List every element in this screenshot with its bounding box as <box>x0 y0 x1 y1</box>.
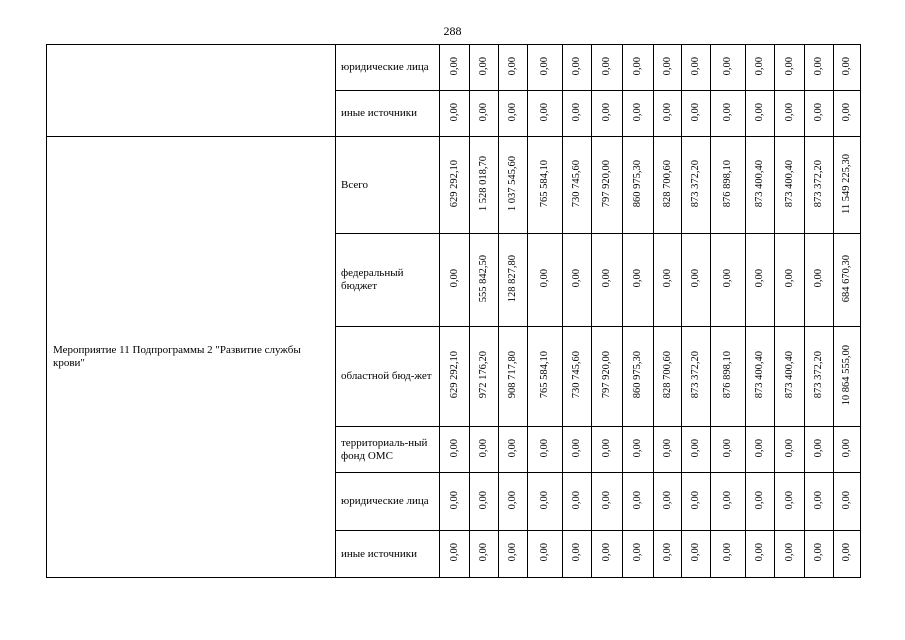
value-text: 873 372,20 <box>813 159 824 208</box>
value-cell <box>775 137 805 234</box>
value-cell <box>528 531 563 578</box>
value-text: 0,00 <box>601 438 612 458</box>
value-cell <box>592 45 623 91</box>
value-cell <box>528 234 563 327</box>
value-cell <box>834 91 861 137</box>
value-cell <box>654 473 682 531</box>
funding-source-label: иные источники <box>336 91 440 137</box>
budget-table <box>46 44 861 578</box>
funding-source-label: областной бюд-жет <box>336 327 440 427</box>
value-cell <box>563 45 592 91</box>
value-text: 0,00 <box>539 102 550 122</box>
value-cell <box>563 531 592 578</box>
value-cell <box>834 45 861 91</box>
value-text: 0,00 <box>507 438 518 458</box>
value-cell <box>440 327 470 427</box>
value-cell <box>440 137 470 234</box>
value-text: 0,00 <box>722 543 733 562</box>
value-text: 0,00 <box>539 438 550 458</box>
value-cell <box>470 327 499 427</box>
value-text: 0,00 <box>661 269 673 288</box>
value-cell <box>528 473 563 531</box>
value-text: 1 528 018,70 <box>478 155 489 212</box>
value-cell <box>711 137 746 234</box>
value-cell <box>711 91 746 137</box>
value-cell <box>775 531 805 578</box>
measure-cell-empty <box>47 45 336 137</box>
value-cell <box>746 234 775 327</box>
value-text: 0,00 <box>632 438 643 458</box>
value-cell <box>499 137 528 234</box>
value-text: 0,00 <box>571 102 582 122</box>
value-text: 0,00 <box>571 56 582 76</box>
value-text: 0,00 <box>754 490 765 510</box>
value-text: 797 920,00 <box>601 159 612 208</box>
value-text: 0,00 <box>507 490 518 510</box>
value-cell <box>746 473 775 531</box>
funding-source-label: территориаль-ный фонд ОМС <box>336 427 440 473</box>
value-text: 0,00 <box>448 438 460 458</box>
value-text: 0,00 <box>539 490 550 510</box>
value-cell <box>592 137 623 234</box>
value-cell <box>805 473 834 531</box>
value-text: 797 920,00 <box>601 351 612 399</box>
value-text: 0,00 <box>754 543 765 562</box>
value-cell <box>746 91 775 137</box>
value-text: 0,00 <box>690 102 701 122</box>
value-text: 0,00 <box>690 56 701 76</box>
value-cell <box>746 531 775 578</box>
value-cell <box>834 531 861 578</box>
value-text: 873 372,20 <box>690 351 701 399</box>
value-cell <box>682 327 711 427</box>
value-text: 0,00 <box>783 102 795 122</box>
value-cell <box>746 45 775 91</box>
value-text: 0,00 <box>507 543 518 562</box>
value-text: 873 400,40 <box>754 159 765 208</box>
value-cell <box>499 473 528 531</box>
value-cell <box>592 473 623 531</box>
value-cell <box>623 45 654 91</box>
value-text: 555 842,50 <box>478 254 489 303</box>
value-cell <box>805 234 834 327</box>
value-text: 0,00 <box>813 102 824 122</box>
value-cell <box>746 327 775 427</box>
value-cell <box>654 137 682 234</box>
value-cell <box>592 531 623 578</box>
value-text: 0,00 <box>690 490 701 510</box>
value-text: 0,00 <box>754 438 765 458</box>
funding-source-label: иные источники <box>336 531 440 578</box>
value-text: 873 400,40 <box>754 351 765 399</box>
value-cell <box>775 473 805 531</box>
value-cell <box>563 234 592 327</box>
value-cell <box>775 234 805 327</box>
value-text: 0,00 <box>507 56 518 76</box>
value-text: 876 898,10 <box>722 159 733 208</box>
value-text: 0,00 <box>632 56 643 76</box>
value-text: 0,00 <box>632 543 643 562</box>
value-text: 629 292,10 <box>448 159 460 208</box>
value-cell <box>682 137 711 234</box>
funding-source-label: юридические лица <box>336 45 440 91</box>
value-cell <box>775 91 805 137</box>
value-text: 0,00 <box>841 438 852 458</box>
value-text: 0,00 <box>841 56 852 76</box>
value-text: 684 670,30 <box>841 254 852 303</box>
table-row <box>47 137 861 234</box>
value-text: 730 745,60 <box>571 159 582 208</box>
value-cell <box>470 91 499 137</box>
value-text: 0,00 <box>722 490 733 510</box>
value-cell <box>682 473 711 531</box>
value-text: 0,00 <box>722 269 733 288</box>
value-text: 908 717,80 <box>507 351 518 399</box>
value-text: 0,00 <box>841 102 852 122</box>
value-text: 828 700,60 <box>661 351 673 399</box>
value-cell <box>834 473 861 531</box>
value-text: 0,00 <box>448 102 460 122</box>
value-text: 873 372,20 <box>813 351 824 399</box>
value-text: 0,00 <box>448 269 460 288</box>
value-cell <box>682 91 711 137</box>
value-cell <box>499 531 528 578</box>
value-text: 0,00 <box>813 56 824 76</box>
value-cell <box>499 327 528 427</box>
value-cell <box>563 91 592 137</box>
value-cell <box>805 427 834 473</box>
value-cell <box>440 531 470 578</box>
value-text: 0,00 <box>690 438 701 458</box>
value-text: 972 176,20 <box>478 351 489 399</box>
value-cell <box>711 531 746 578</box>
value-cell <box>499 91 528 137</box>
value-cell <box>654 531 682 578</box>
value-text: 0,00 <box>539 543 550 562</box>
value-text: 0,00 <box>478 56 489 76</box>
value-cell <box>711 327 746 427</box>
value-cell <box>528 327 563 427</box>
value-text: 0,00 <box>571 543 582 562</box>
value-cell <box>592 91 623 137</box>
value-cell <box>528 45 563 91</box>
value-text: 0,00 <box>478 490 489 510</box>
value-text: 629 292,10 <box>448 351 460 399</box>
value-cell <box>440 427 470 473</box>
funding-source-label: юридические лица <box>336 473 440 531</box>
value-text: 0,00 <box>601 102 612 122</box>
value-cell <box>682 45 711 91</box>
value-cell <box>592 234 623 327</box>
value-text: 0,00 <box>601 269 612 288</box>
value-text: 1 037 545,60 <box>507 155 518 212</box>
value-text: 0,00 <box>754 269 765 288</box>
value-text: 0,00 <box>783 269 795 288</box>
value-cell <box>623 234 654 327</box>
value-text: 0,00 <box>571 438 582 458</box>
value-cell <box>654 45 682 91</box>
funding-source-label: Всего <box>336 137 440 234</box>
page-number: 288 <box>443 24 462 38</box>
value-cell <box>682 234 711 327</box>
value-cell <box>834 234 861 327</box>
value-cell <box>563 473 592 531</box>
value-text: 0,00 <box>690 543 701 562</box>
value-text: 0,00 <box>722 56 733 76</box>
value-cell <box>654 234 682 327</box>
table-row <box>47 45 861 91</box>
value-cell <box>834 327 861 427</box>
value-cell <box>805 531 834 578</box>
value-cell <box>654 327 682 427</box>
value-text: 0,00 <box>571 490 582 510</box>
value-cell <box>775 427 805 473</box>
value-text: 0,00 <box>783 56 795 76</box>
value-text: 0,00 <box>661 56 673 76</box>
value-text: 0,00 <box>448 543 460 562</box>
value-cell <box>623 327 654 427</box>
value-cell <box>528 137 563 234</box>
value-text: 0,00 <box>448 56 460 76</box>
value-text: 860 975,30 <box>632 351 643 399</box>
value-cell <box>499 427 528 473</box>
value-cell <box>805 137 834 234</box>
value-text: 0,00 <box>722 102 733 122</box>
value-cell <box>711 45 746 91</box>
value-text: 0,00 <box>601 490 612 510</box>
value-text: 765 584,10 <box>539 351 550 399</box>
value-cell <box>746 137 775 234</box>
value-text: 0,00 <box>661 102 673 122</box>
value-cell <box>499 45 528 91</box>
value-text: 0,00 <box>754 56 765 76</box>
value-text: 0,00 <box>478 102 489 122</box>
value-cell <box>440 473 470 531</box>
value-cell <box>711 473 746 531</box>
value-text: 0,00 <box>841 543 852 562</box>
value-cell <box>711 234 746 327</box>
value-text: 0,00 <box>632 490 643 510</box>
value-cell <box>592 327 623 427</box>
value-cell <box>563 427 592 473</box>
value-text: 873 400,40 <box>783 351 795 399</box>
value-text: 0,00 <box>571 269 582 288</box>
value-cell <box>592 427 623 473</box>
funding-source-label: федеральный бюджет <box>336 234 440 327</box>
value-cell <box>834 137 861 234</box>
value-cell <box>805 45 834 91</box>
value-cell <box>711 427 746 473</box>
value-cell <box>563 327 592 427</box>
value-text: 0,00 <box>448 490 460 510</box>
value-cell <box>834 427 861 473</box>
value-text: 0,00 <box>661 543 673 562</box>
value-text: 0,00 <box>690 269 701 288</box>
value-text: 0,00 <box>813 543 824 562</box>
value-text: 0,00 <box>661 490 673 510</box>
value-cell <box>528 427 563 473</box>
table-body <box>47 45 861 578</box>
value-text: 0,00 <box>722 438 733 458</box>
value-cell <box>470 427 499 473</box>
value-cell <box>654 427 682 473</box>
measure-title: Мероприятие 11 Подпрограммы 2 "Развитие службы крови" <box>47 137 336 578</box>
value-text: 0,00 <box>478 543 489 562</box>
value-text: 0,00 <box>539 56 550 76</box>
value-text: 873 372,20 <box>690 159 701 208</box>
value-cell <box>470 473 499 531</box>
value-text: 765 584,10 <box>539 159 550 208</box>
value-text: 11 549 225,30 <box>841 153 852 214</box>
value-cell <box>470 137 499 234</box>
value-text: 0,00 <box>783 490 795 510</box>
value-text: 0,00 <box>783 438 795 458</box>
value-cell <box>440 45 470 91</box>
value-text: 873 400,40 <box>783 159 795 208</box>
value-text: 0,00 <box>632 269 643 288</box>
value-cell <box>623 427 654 473</box>
value-cell <box>470 531 499 578</box>
value-cell <box>654 91 682 137</box>
value-text: 0,00 <box>632 102 643 122</box>
value-text: 128 827,80 <box>507 254 518 303</box>
value-cell <box>623 91 654 137</box>
value-cell <box>623 137 654 234</box>
value-text: 860 975,30 <box>632 159 643 208</box>
value-cell <box>499 234 528 327</box>
value-cell <box>563 137 592 234</box>
value-text: 0,00 <box>478 438 489 458</box>
value-cell <box>746 427 775 473</box>
value-text: 828 700,60 <box>661 159 673 208</box>
value-cell <box>682 427 711 473</box>
value-text: 0,00 <box>841 490 852 510</box>
value-text: 0,00 <box>813 438 824 458</box>
value-cell <box>805 91 834 137</box>
value-cell <box>440 91 470 137</box>
value-cell <box>775 327 805 427</box>
value-text: 0,00 <box>813 269 824 288</box>
value-text: 876 898,10 <box>722 351 733 399</box>
value-cell <box>470 45 499 91</box>
value-text: 0,00 <box>601 543 612 562</box>
value-text: 0,00 <box>783 543 795 562</box>
value-text: 0,00 <box>539 269 550 288</box>
value-cell <box>470 234 499 327</box>
value-cell <box>775 45 805 91</box>
value-text: 0,00 <box>507 102 518 122</box>
value-text: 10 864 555,00 <box>841 344 852 406</box>
value-cell <box>528 91 563 137</box>
value-text: 730 745,60 <box>571 351 582 399</box>
value-text: 0,00 <box>601 56 612 76</box>
value-text: 0,00 <box>754 102 765 122</box>
value-cell <box>623 531 654 578</box>
value-cell <box>440 234 470 327</box>
value-cell <box>623 473 654 531</box>
value-cell <box>805 327 834 427</box>
value-cell <box>682 531 711 578</box>
value-text: 0,00 <box>661 438 673 458</box>
value-text: 0,00 <box>813 490 824 510</box>
